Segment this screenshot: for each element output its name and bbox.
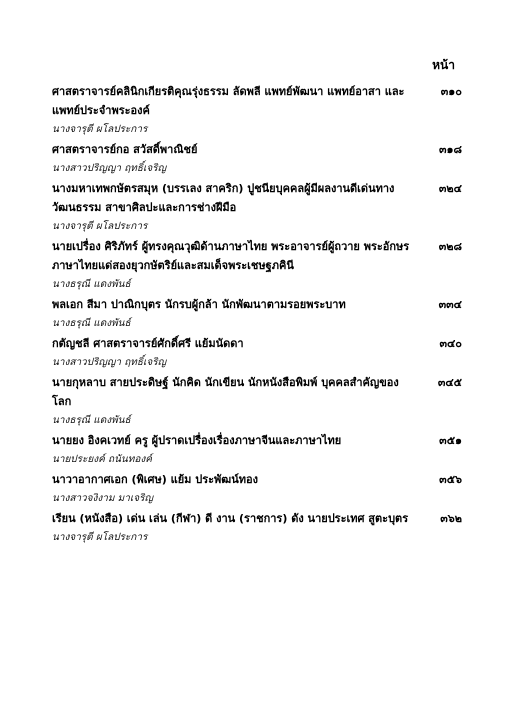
toc-entry-title: นายยง อิงคเวทย์ ครู ผู้ปราดเปรื่องเรื่องภาษาจีนและภาษาไทย (52, 434, 342, 447)
toc-entry-author: นางสาวปริญญา ฤทธิ์เจริญ (52, 163, 167, 174)
toc-entry-author: นางธรุณี แดงพันธ์ (52, 415, 131, 426)
toc-entry-title: เรียน (หนังสือ) เด่น เล่น (กีฬา) ดี งาน (ราชการ) ดัง นายประเทศ สูตะบุตร (52, 512, 409, 525)
toc-entry-author: นางธรุณี แดงพันธ์ (52, 318, 131, 329)
toc-entry-title: นางมหาเทพกษัตรสมุห (บรรเลง สาคริก) ปูชนียบุคคลผู้มีผลงานดีเด่นทางวัฒนธรรม สาขาศิลปะและการช่างฝีมือ (52, 182, 395, 214)
toc-entry (52, 295, 462, 334)
toc-entry-author: นางธรุณี แดงพันธ์ (52, 279, 131, 290)
toc-entry-row (52, 140, 462, 159)
toc-entry-author: นางจารุตี ผโลประการ (52, 124, 148, 135)
toc-entry-page: ๓๖๒ (440, 512, 462, 525)
toc-entry-title: นาวาอากาศเอก (พิเศษ) แย้ม ประพัฒน์ทอง (52, 473, 258, 486)
toc-entry-title: นายเปรื่อง ศิริภัทร์ ผู้ทรงคุณวุฒิด้านภาษาไทย พระอาจารย์ผู้ถวาย พระอักษรภาษาไทยแด่สองยุวกษัตริย์และสมเด็จพระเชษฐภคินี (52, 240, 410, 272)
toc-entry-author: นางจารุตี ผโลประการ (52, 221, 148, 232)
toc-entry-row (52, 82, 462, 120)
toc-entry-author: นางจารุตี ผโลประการ (52, 532, 148, 543)
toc-entry (52, 431, 462, 470)
toc-entry (52, 140, 462, 179)
toc-entry-page: ๓๒๘ (438, 240, 462, 253)
toc-entry-page: ๓๒๔ (438, 182, 462, 195)
toc-entry-title: พลเอก สีมา ปาณิกบุตร นักรบผู้กล้า นักพัฒนาตามรอยพระบาท (52, 298, 346, 311)
toc-entry-row (52, 179, 462, 217)
toc-entry (52, 373, 462, 431)
toc-entry-title: ศาสตราจารย์กอ สวัสดิ์พาณิชย์ (52, 143, 198, 156)
toc-entry-author: นางสาวปริญญา ฤทธิ์เจริญ (52, 357, 167, 368)
toc-entry (52, 237, 462, 295)
toc-entry-page: ๓๓๔ (438, 298, 462, 311)
toc-entry-title: กตัญชลี ศาสตราจารย์ศักดิ์ศรี แย้มนัดดา (52, 337, 244, 350)
toc-entry-row (52, 470, 462, 489)
toc-entry-row (52, 431, 462, 450)
toc-entry-page: ๓๑๘ (439, 143, 462, 156)
toc-entry-author: นางสาวจงิงาม มาเจริญ (52, 493, 154, 504)
toc-entry-page: ๓๔๕ (437, 376, 462, 389)
toc-entry-row (52, 334, 462, 353)
page-column-header: หน้า (432, 58, 455, 72)
toc-entry (52, 470, 462, 509)
toc-entry (52, 334, 462, 373)
toc-entry-page: ๓๕๑ (439, 434, 462, 447)
toc-entry-page: ๓๔๐ (439, 337, 462, 350)
toc-entry-row (52, 509, 462, 528)
table-of-contents (52, 82, 462, 548)
toc-entry-page: ๓๑๐ (440, 85, 462, 98)
toc-entry (52, 509, 462, 548)
toc-entry-row (52, 295, 462, 314)
toc-entry-row (52, 373, 462, 411)
toc-entry-page: ๓๕๖ (439, 473, 462, 486)
toc-entry-title: นายกุหลาบ สายประดิษฐ์ นักคิด นักเขียน นักหนังสือพิมพ์ บุคคลสำคัญของโลก (52, 376, 399, 408)
toc-entry (52, 82, 462, 140)
toc-entry-author: นายประยงค์ ถนันทองค์ (52, 454, 152, 465)
toc-entry (52, 179, 462, 237)
toc-entry-title: ศาสตราจารย์คลินิกเกียรติคุณรุ่งธรรม ลัดพลี แพทย์พัฒนา แพทย์อาสา และแพทย์ประจำพระองค์ (52, 85, 405, 117)
toc-entry-row (52, 237, 462, 275)
